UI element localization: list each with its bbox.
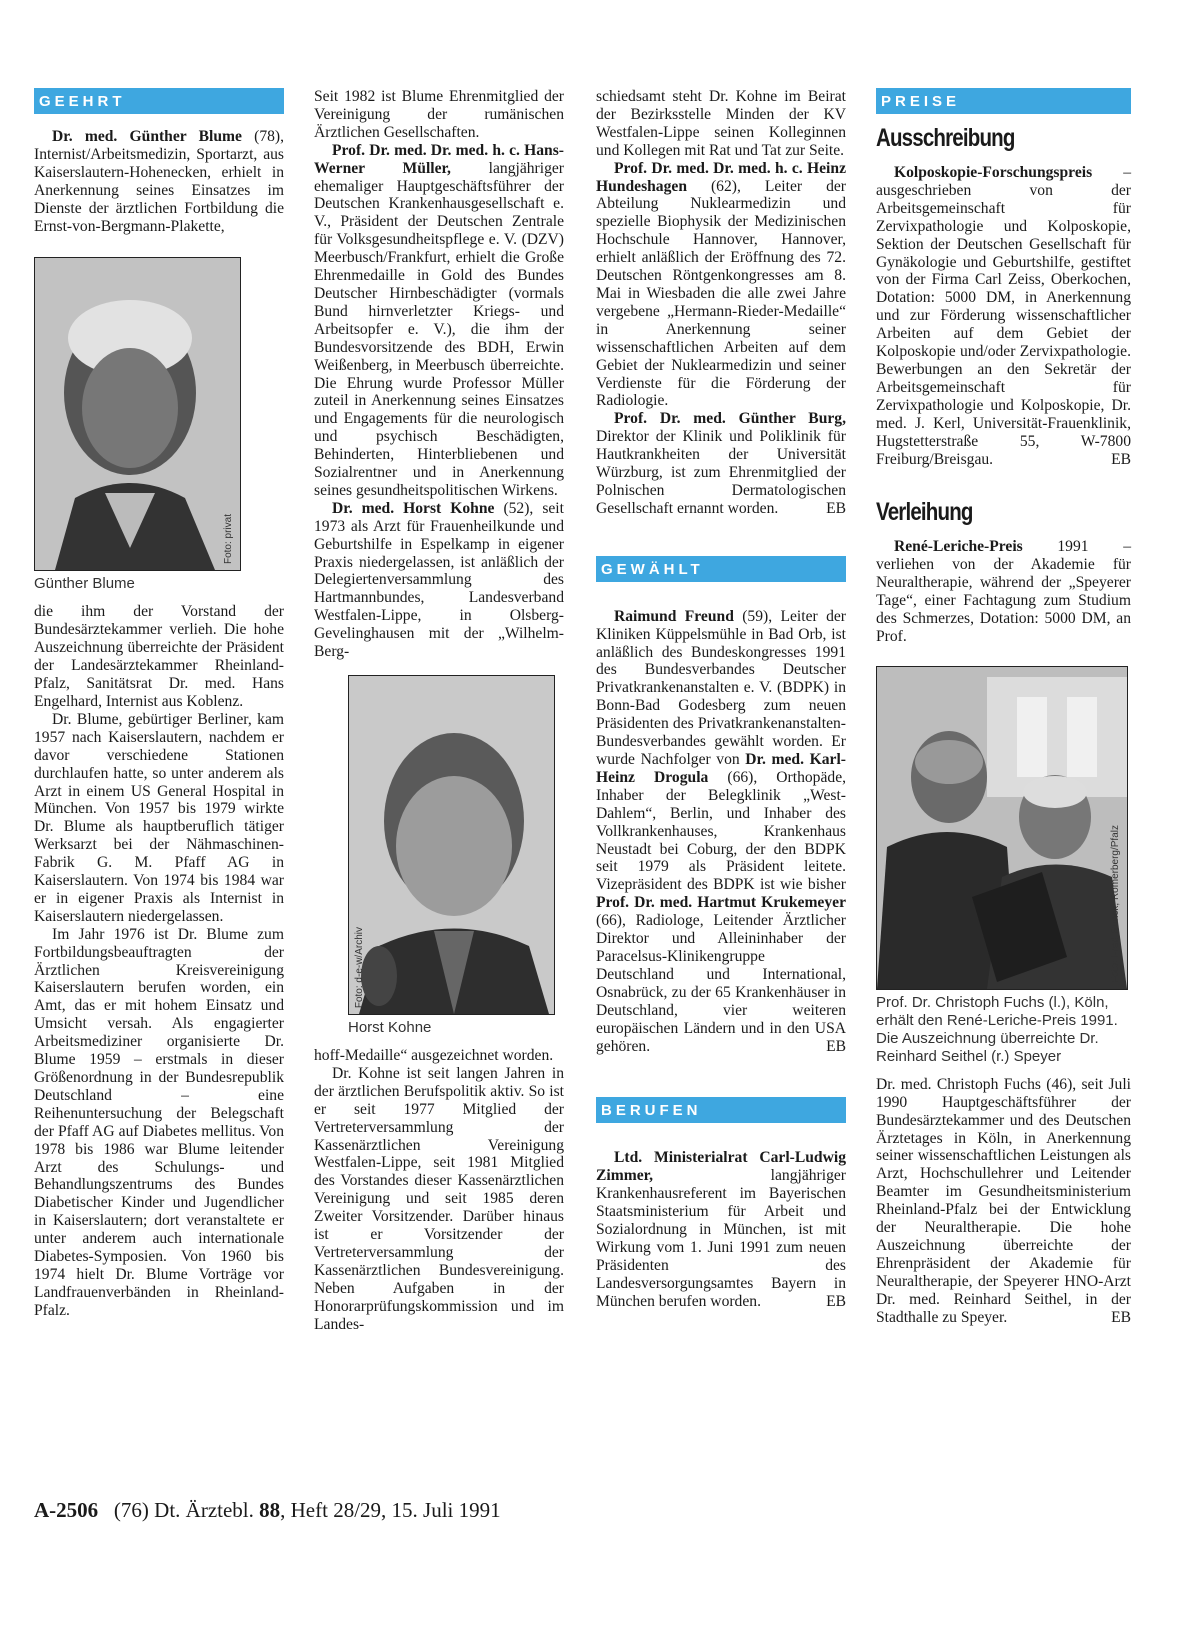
person-name: Prof. Dr. med. Dr. med. h. c. Heinz Hundeshagen (596, 159, 846, 195)
section-banner-gewaehlt: GEWÄHLT (596, 556, 846, 582)
photo-guenther-blume (34, 257, 241, 571)
author-signature: EB (1111, 450, 1131, 468)
prize-name: René-Leriche-Preis (894, 538, 1023, 556)
article-paragraph: schiedsamt steht Dr. Kohne im Beirat der Bezirksstelle Minden der KV Westfalen-Lippe seinen Kolleginnen und Kollegen mit Rat und Tat zur Seite. (596, 88, 846, 159)
person-name: Dr. med. Günther Blume (52, 128, 242, 145)
article-burg: Prof. Dr. med. Günther Burg, Direktor der Klinik und Poliklinik für Hautkrankheiten der Universität Würzburg, ist zum Ehrenmitglied der Polnischen Dermatologischen Gesellschaft ernannt worden. EB (596, 410, 846, 517)
person-name: Dr. med. Horst Kohne (332, 499, 495, 517)
prize-name: Kolposkopie-Forschungspreis (894, 164, 1093, 181)
article-paragraph: Im Jahr 1976 ist Dr. Blume zum Fortbildungsbeauftragten der Ärztlichen Kreisvereinigung Kaiserslautern berufen worden, ein Amt, das er mit hohem Einsatz und Umsicht versah. Als engagierter Arbeitsmediziner organisierte Dr. Blume 1959 – erstmals in dieser Größenordnung in der Bundesrepublik Deutschland – eine Reihenuntersuchung der Belegschaft der Pfaff AG auf Diabetes mellitus. Von 1978 bis 1986 war Blume leitender Arzt des Schulungs- und Behandlungszentrums des Bundes Diabetischer Kinder und Jugendlicher in Kaiserslautern; dort veranstaltete er unter anderem auch internationale Diabetes-Symposien. Von 1960 bis 1974 hielt Dr. Blume Vorträge vor Landfrauenverbänden in Rheinland-Pfalz. (34, 925, 284, 1319)
portrait-icon (35, 258, 240, 570)
article-mueller: Prof. Dr. med. Dr. med. h. c. Hans-Werner Müller, langjähriger ehemaliger Hauptgeschäftsführer der Deutschen Krankenhausgesellschaft e. V., Präsident der Deutschen Zentrale für Volksgesundheitspflege e. V. (DZV) Meerbusch/Frankfurt, erhielt die Große Ehrenmedaille in Gold des Bundes Deutscher Hirnbeschädigter (vormals Bund hirnverletzter Kriegs- und Arbeitsopfer e. V.), die ihm der Bundesvorsitzende des BDH, Erwin Weißenberg, in Meerbusch überreichte. Die Ehrung wurde Professor Müller zuteil in Anerkennung seines Einsatzes und Engagements für die neurologisch und psychisch Beschädigten, Behinderten, Hinterbliebenen und Sozialrentner und in Anerkennung seines gesundheitspolitischen Wirkens. (314, 141, 564, 499)
person-name: Raimund Freund (614, 607, 734, 625)
journal-volume: 88 (259, 1498, 281, 1522)
article-blume-intro: Dr. med. Günther Blume (78), Internist/Arbeitsmedizin, Sportarzt, aus Kaiserslautern-Hohenecken, erhielt in Anerkennung seines Einsatzes im Dienste der ärztlichen Fortbildung die Ernst-von-Bergmann-Plakette, (34, 128, 285, 235)
article-paragraph: die ihm der Vorstand der Bundesärztekammer verlieh. Die hohe Auszeichnung überreichte der Präsident der Landesärztekammer Rheinland-Pfalz, Sanitätsrat Dr. med. Hans Engelhard, Internist aus Koblenz. (34, 603, 284, 710)
photo-caption: Horst Kohne (348, 1019, 432, 1036)
person-name: Dr. med. Karl-Heinz Drogula (596, 751, 846, 786)
author-signature: EB (826, 1037, 846, 1055)
person-name: Ltd. Ministerialrat Carl-Ludwig Zimmer, (596, 1149, 846, 1185)
group-photo-icon (877, 667, 1127, 989)
article-paragraph: Seit 1982 ist Blume Ehrenmitglied der Vereinigung der rumänischen Ärztlichen Gesellschaften. (314, 88, 564, 141)
author-signature: EB (826, 499, 846, 517)
person-name: Prof. Dr. med. Hartmut Krukemeyer (596, 894, 846, 912)
article-kolposkopie: Kolposkopie-Forschungspreis – ausgeschrieben von der Arbeitsgemeinschaft für Zervixpathologie und Kolposkopie, Sektion der Deutschen Gesellschaft für Gynäkologie und Geburtshilfe, gestiftet von der Firma Carl Zeiss, Oberkochen, Dotation: 5000 DM, in Anerkennung und zur Förderung wissenschaftlicher Arbeiten auf dem Gebiet der Kolposkopie und/oder Zervixpathologie. Bewerbungen an den Sekretär der Arbeitsgemeinschaft für Zervixpathologie und Kolposkopie, Dr. med. J. Kerl, Universität-Frauenklinik, Hugstetterstraße 55, W-7800 Freiburg/Breisgau. EB (876, 164, 1131, 468)
article-paragraph: hoff-Medaille“ ausgezeichnet worden. (314, 1047, 554, 1064)
person-name: Prof. Dr. med. Günther Burg, (614, 410, 846, 428)
journal-name: (76) Dt. Ärztebl. (113, 1498, 260, 1522)
column-1 (34, 88, 284, 1320)
section-banner-berufen: BERUFEN (596, 1097, 846, 1123)
photo-caption: Prof. Dr. Christoph Fuchs (l.), Köln, erhält den René-Leriche-Preis 1991. Die Auszeichnung überreichte Dr. Reinhard Seithel (r.) Speyer (876, 993, 1118, 1065)
article-paragraph: Dr. Kohne ist seit langen Jahren in der ärztlichen Berufspolitik aktiv. So ist er seit 1977 Mitglied der Vertreterversammlung der Kassenärztlichen Vereinigung Westfalen-Lippe, seit 1981 Mitglied des Vorstandes dieser Kassenärztlichen Vereinigung und seit 1985 deren Zweiter Vorsitzender. Darüber hinaus ist er Vorsitzender der Vertreterversammlung der Kassenärztlichen Bundesvereinigung. Neben Aufgaben in der Honorarprüfungskommission und im Landes- (314, 1064, 564, 1333)
article-hundeshagen: Prof. Dr. med. Dr. med. h. c. Heinz Hundeshagen (62), Leiter der Abteilung Nuklearmedizin und spezielle Biophysik der Medizinischen Hochschule Hannover, Hannover, erhielt anläßlich der Eröffnung des 72. Deutschen Röntgenkongresses am 8. Mai in Wiesbaden die alle zwei Jahre vergebene „Hermann-Rieder-Medaille“ in Anerkennung seiner wissenschaftlichen Arbeiten auf dem Gebiet der Nuklearmedizin und seiner Verdienste für die Förderung der Radiologie. (596, 159, 846, 410)
person-name: Prof. Dr. med. Dr. med. h. c. Hans-Werner Müller, (314, 141, 564, 177)
column-2 (314, 88, 564, 1334)
photo-credit: Foto: Fred Runck, Römerberg/Pfalz (1110, 825, 1122, 983)
page-number: A-2506 (34, 1498, 99, 1522)
journal-issue: , Heft 28/29, 15. Juli 1991 (280, 1498, 501, 1522)
photo-horst-kohne (348, 675, 555, 1015)
portrait-icon (349, 676, 554, 1014)
article-freund: Raimund Freund (59), Leiter der Kliniken Küppelsmühle in Bad Orb, ist anläßlich des Bundeskongresses 1991 des Bundesverbandes Deutscher Privatkrankenanstalten e. V. (BDPK) in Bonn-Bad Godesberg zum neuen Präsidenten des Privatkrankenanstalten-Bundesverbandes gewählt worden. Er wurde Nachfolger von Dr. med. Karl-Heinz Drogula (66), Orthopäde, Inhaber der Belegklinik „West-Dahlem“, Berlin, und Inhaber des Vollkrankenhauses, Krankenhaus Neustadt bei Coburg, der den BDPK seit 1979 als Präsident leitete. Vizepräsident des BDPK ist wie bisher Prof. Dr. med. Hartmut Krukemeyer (66), Radiologe, Leitender Ärztlicher Direktor und Alleininhaber der Paracelsus-Klinikengruppe Deutschland und International, Osnabrück, zu der 65 Krankenhäuser in Deutschland, vier weiteren europäischen Ländern und in den USA gehören. EB (596, 607, 847, 1055)
headline-verleihung: Verleihung (876, 498, 973, 527)
article-fuchs: Dr. med. Christoph Fuchs (46), seit Juli 1990 Hauptgeschäftsführer der Bundesärztekammer und des Deutschen Ärztetages in Köln, in Anerkennung seiner wissenschaftlichen Leistungen als Arzt, Hochschullehrer und Leitender Beamter im Gesundheitsministerium Rheinland-Pfalz bei der Entwicklung der Neuraltherapie. Die hohe Auszeichnung überreichte der Ehrenpräsident der Akademie für Neuraltherapie, der Speyerer HNO-Arzt Dr. med. Reinhard Seithel, in der Stadthalle zu Speyer. EB (876, 1075, 1131, 1326)
article-kohne: Dr. med. Horst Kohne (52), seit 1973 als Arzt für Frauenheilkunde und Geburtshilfe in Espelkamp in eigener Praxis niedergelassen, ist anläßlich der Delegiertenversammlung des Hartmannbundes, Landesverband Westfalen-Lippe, in Olsberg-Gevelinghausen mit der „Wilhelm-Berg- (314, 499, 564, 661)
section-banner-geehrt: GEEHRT (34, 88, 284, 114)
column-4 (876, 88, 1131, 1327)
photo-caption: Günther Blume (34, 575, 135, 593)
article-zimmer: Ltd. Ministerialrat Carl-Ludwig Zimmer, langjähriger Krankenhausreferent im Bayerischen Staatsministerium für Arbeit und Sozialordnung in München, ist mit Wirkung vom 1. Juni 1991 zum neuen Präsidenten des Landesversorgungsamtes Bayern in München berufen worden. EB (596, 1149, 846, 1310)
photo-credit: Foto: d-e-w/Archiv (354, 926, 365, 1008)
photo-credit: Foto: privat (223, 514, 235, 565)
headline-ausschreibung: Ausschreibung (876, 124, 1015, 152)
author-signature: EB (826, 1292, 846, 1310)
article-leriche: René-Leriche-Preis 1991 – verliehen von der Akademie für Neuraltherapie, während der „Speyerer Tage“, einer Fachtagung zum Studium des Schmerzes, Dotation: 5000 DM, an Prof. (876, 538, 1131, 645)
column-3 (596, 88, 846, 1311)
section-banner-preise: PREISE (876, 88, 1131, 114)
article-paragraph: Dr. Blume, gebürtiger Berliner, kam 1957 nach Kaiserslautern, nachdem er davor verschiedene Stationen durchlaufen hatte, so unter anderem als Arzt in einem US General Hospital in München. Von 1957 bis 1979 wirkte Dr. Blume als hauptberuflich tätiger Werksarzt bei der Nähmaschinen-Fabrik G. M. Pfaff AG in Kaiserslautern. Von 1974 bis 1984 war er in eigener Praxis als Internist in Kaiserslautern niedergelassen. (34, 710, 284, 925)
photo-fuchs-seithel (876, 666, 1128, 990)
author-signature: EB (1111, 1308, 1131, 1326)
page-footer (34, 1498, 501, 1523)
